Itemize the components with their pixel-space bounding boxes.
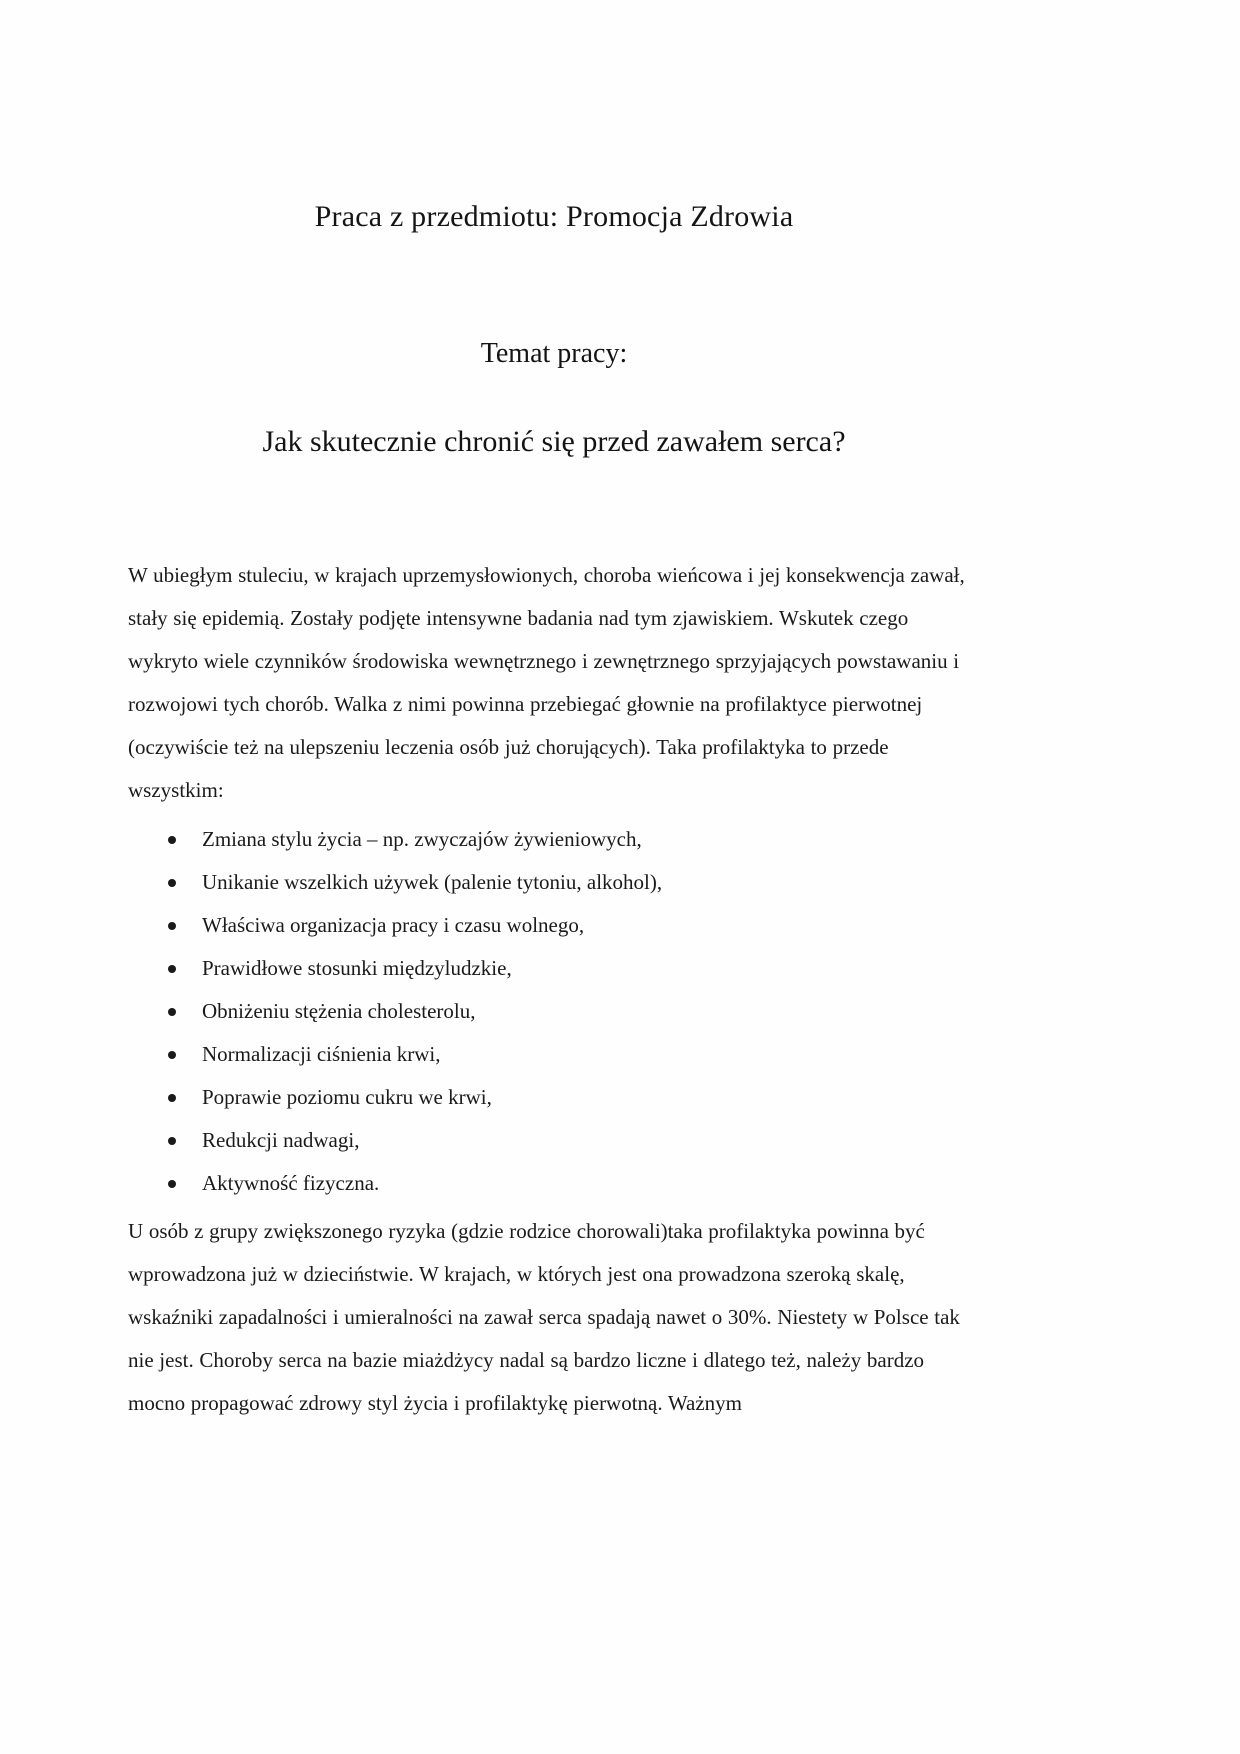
list-item-label: Normalizacji ciśnienia krwi, [202, 1042, 441, 1066]
page-title: Praca z przedmiotu: Promocja Zdrowia [314, 200, 794, 233]
body-block [128, 459, 980, 1425]
list-item [128, 1033, 980, 1076]
list-item-label: Aktywność fizyczna. [202, 1171, 380, 1195]
list-item [128, 990, 980, 1033]
list-item-label: Obniżeniu stężenia cholesterolu, [202, 999, 476, 1023]
list-item-label: Właściwa organizacja pracy i czasu wolnego, [202, 913, 585, 937]
list-item-label: Prawidłowe stosunki międzyludzkie, [202, 956, 512, 980]
list-item-label: Zmiana stylu życia – np. zwyczajów żywieniowych, [202, 827, 642, 851]
list-item [128, 904, 980, 947]
bullet-icon [168, 1180, 176, 1188]
topic-heading: Jak skutecznie chronić się przed zawałem serca? [262, 425, 846, 458]
list-item-label: Redukcji nadwagi, [202, 1128, 360, 1152]
list-item [128, 947, 980, 990]
list-item-label: Unikanie wszelkich używek (palenie tytoniu, alkohol), [202, 870, 663, 894]
topic-label: Temat pracy: [480, 338, 628, 369]
title-block [128, 0, 980, 459]
bullet-icon [168, 879, 176, 887]
list-item [128, 818, 980, 861]
intro-paragraph: W ubiegłym stuleciu, w krajach uprzemysłowionych, choroba wieńcowa i jej konsekwencja zawał, stały się epidemią. Zostały podjęte intensywne badania nad tym zjawiskiem. Wskutek czego wykryto wiele czynników środowiska wewnętrznego i zewnętrznego sprzyjających powstawaniu i rozwojowi tych chorób. Walka z nimi powinna przebiegać głownie na profilaktyce pierwotnej (oczywiście też na ulepszeniu leczenia osób już chorujących). Taka profilaktyka to przede wszystkim: [128, 563, 965, 802]
bullet-icon [168, 1137, 176, 1145]
closing-paragraph: U osób z grupy zwiększonego ryzyka (gdzie rodzice chorowali)taka profilaktyka powinna być wprowadzona już w dzieciństwie. W krajach, w których jest ona prowadzona szeroką skalę, wskaźniki zapadalności i umieralności na zawał serca spadają nawet o 30%. Niestety w Polsce tak nie jest. Choroby serca na bazie miażdżycy nadal są bardzo liczne i dlatego też, należy bardzo mocno propagować zdrowy styl życia i profilaktykę pierwotną. Ważnym [128, 1219, 960, 1415]
bullet-icon [168, 836, 176, 844]
document-content [128, 0, 980, 1425]
bullet-icon [168, 1094, 176, 1102]
list-item [128, 861, 980, 904]
list-item [128, 1076, 980, 1119]
list-item-label: Poprawie poziomu cukru we krwi, [202, 1085, 492, 1109]
bullet-icon [168, 1051, 176, 1059]
bullet-icon [168, 922, 176, 930]
bullet-icon [168, 965, 176, 973]
profilaktyka-list [128, 812, 980, 1205]
bullet-icon [168, 1008, 176, 1016]
list-item [128, 1119, 980, 1162]
list-item [128, 1162, 980, 1205]
